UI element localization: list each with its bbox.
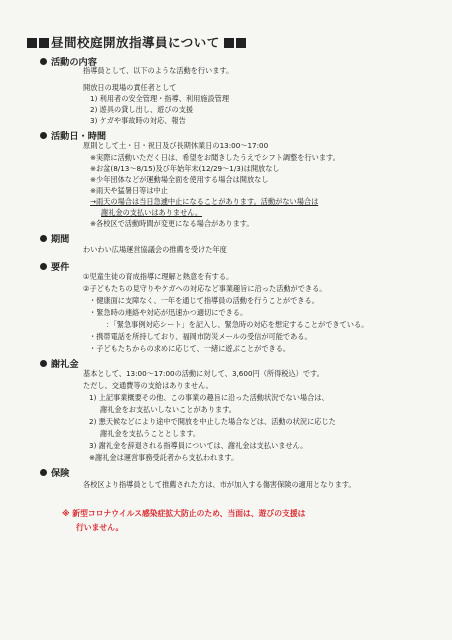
activity-item: 1) 利用者の安全管理・指導、利用施設管理 (90, 94, 230, 103)
reward-item: 謝礼金を支払うこととします。 (100, 429, 201, 438)
section-heading-schedule: 活動日・時間 (40, 128, 106, 142)
requirement-bullet: ・子どもたちからの求めに応じて、一緒に遊ぶことができる。 (89, 344, 291, 353)
reward-item: 2) 悪天候などにより途中で開放を中止した場合などは、活動の状況に応じた (89, 417, 336, 426)
schedule-note: ※実際に活動いただく日は、希望をお聞きしたうえでシフト調整を行います。 (90, 153, 340, 162)
square-bullet-icon (27, 38, 37, 48)
requirement-item: ②子どもたちの見守りやケガへの対応など事業趣旨に沿った活動ができる。 (83, 284, 327, 293)
activity-item: 3) ケガや事故時の対応、報告 (90, 116, 186, 125)
insurance-text: 各校区より指導員として推薦された方は、市が加入する傷害保険の適用となります。 (83, 480, 356, 489)
circle-bullet-icon (40, 235, 47, 242)
requirement-bullet: ・携帯電話を所持しており、福岡市防災メールの受信が可能である。 (89, 332, 312, 341)
schedule-note: ※少年団体などが運動場全面を使用する場合は開放なし (90, 175, 269, 184)
reward-line: ただし、交通費等の支給はありません。 (83, 381, 213, 390)
section-heading-requirements: 要件 (40, 259, 69, 273)
circle-bullet-icon (40, 469, 47, 476)
requirement-bullet: ・緊急時の連絡や対応が迅速かつ適切にできる。 (89, 308, 248, 317)
schedule-main: 原則として土・日・祝日及び長期休業日の13:00〜17:00 (83, 141, 269, 150)
schedule-note: ※雨天や猛暑日等は中止 (90, 186, 168, 195)
covid-notice-line1: ※ 新型コロナウイルス感染症拡大防止のため、当面は、遊びの支援は (62, 509, 306, 518)
circle-bullet-icon (40, 58, 47, 65)
circle-bullet-icon (40, 132, 47, 139)
rain-notice-line2: 謝礼金の支払いはありません。 (101, 208, 203, 217)
rain-notice-line1: →雨天の場合は当日急遽中止になることがあります。活動がない場合は (90, 197, 319, 206)
title-text: 昼間校庭開放指導員について (51, 35, 220, 50)
requirement-item: ①児童生徒の育成指導に理解と熱意を有する。 (83, 272, 234, 281)
reward-note: ※謝礼金は運営事務受託者から支払われます。 (89, 453, 239, 462)
requirement-bullet: ・健康面に支障なく、一年を通じて指導員の活動を行うことができる。 (89, 296, 319, 305)
reward-item: 3) 謝礼金を辞退される指導員については、謝礼金は支払いません。 (89, 441, 308, 450)
circle-bullet-icon (40, 360, 47, 367)
activity-intro: 指導員として、以下のような活動を行います。 (83, 66, 234, 75)
reward-item: 謝礼金をお支払いしないことがあります。 (100, 405, 236, 414)
covid-notice-line2: 行いません。 (76, 523, 124, 532)
square-bullet-icon (236, 38, 246, 48)
page-title (27, 33, 248, 51)
requirement-bullet: ：「緊急事例対応シート」を記入し、緊急時の対応を想定することができている。 (106, 320, 369, 329)
section-heading-insurance: 保険 (40, 465, 69, 479)
activity-item: 2) 遊具の貸し出し、遊びの支援 (90, 105, 194, 114)
schedule-note: ※各校区で活動時間が変更になる場合があります。 (90, 219, 254, 228)
section-heading-activity: 活動の内容 (40, 54, 97, 68)
section-heading-reward: 謝礼金 (40, 356, 79, 370)
activity-sub-heading: 開放日の現場の責任者として (83, 83, 177, 92)
reward-item: 1) 上記事業概要その他、この事業の趣旨に沿った活動状況でない場合は、 (89, 393, 329, 402)
reward-line: 基本として、13:00〜17:00の活動に対して、3,600円（所得税込）です。 (83, 369, 324, 378)
circle-bullet-icon (40, 263, 47, 270)
square-bullet-icon (39, 38, 49, 48)
square-bullet-icon (224, 38, 234, 48)
period-text: わいわい広場運営協議会の推薦を受けた年度 (83, 245, 227, 254)
schedule-note: ※お盆(8/13〜8/15)及び年始年末(12/29〜1/3)は開放なし (90, 164, 280, 173)
section-heading-period: 期間 (40, 231, 69, 245)
